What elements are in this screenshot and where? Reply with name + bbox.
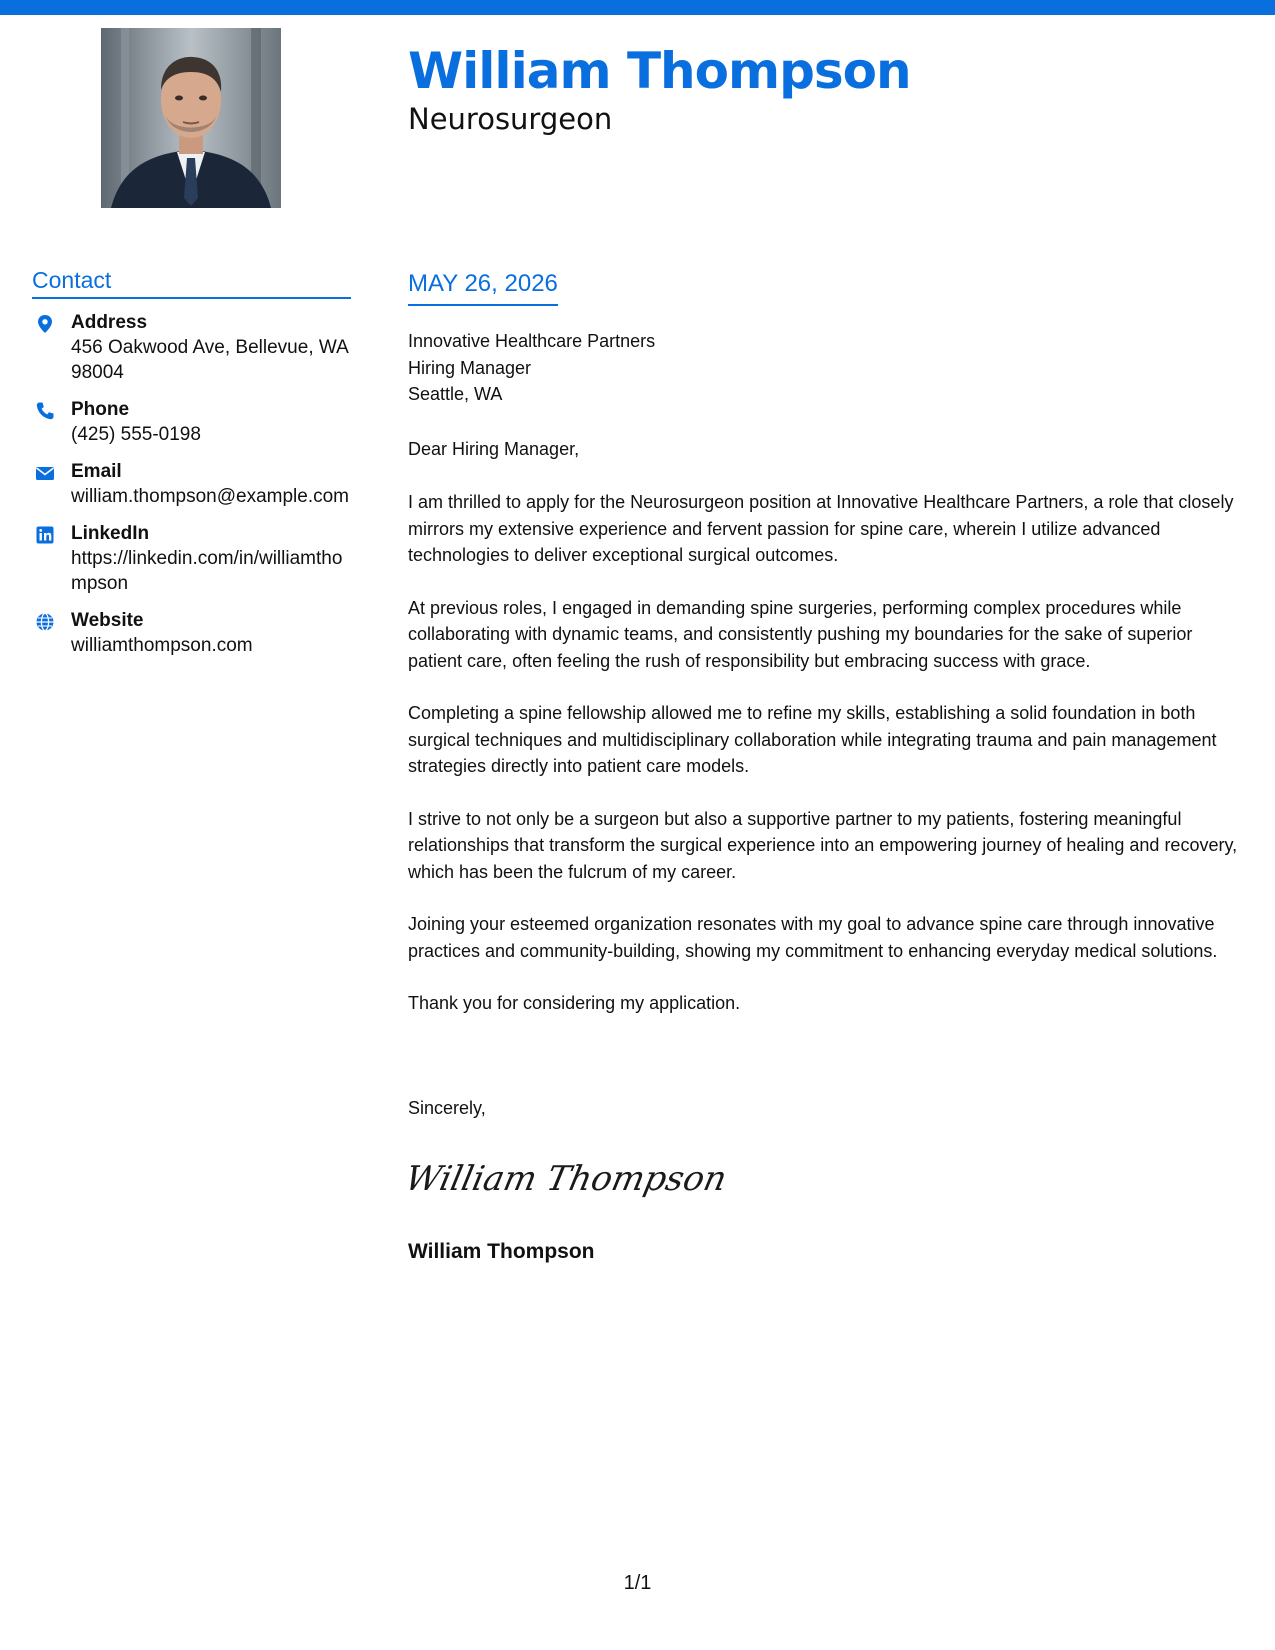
- recipient-role: Hiring Manager: [408, 357, 532, 378]
- contact-item-website: [32, 609, 354, 658]
- phone-icon: [35, 401, 55, 421]
- contact-item-email: [32, 460, 354, 509]
- contact-list: [32, 311, 354, 671]
- contact-label: LinkedIn: [71, 523, 150, 544]
- body-paragraph: I strive to not only be a surgeon but also a supportive partner to my patients, fostering meaningful relationships that transform the surgical experience into an empowering journey of healing and recovery, which has been the fulcrum of my career.: [408, 808, 1238, 882]
- contact-item-linkedin: [32, 522, 354, 596]
- contact-item-phone: [32, 398, 354, 447]
- body-paragraph: Thank you for considering my application.: [408, 993, 741, 1013]
- closing: Sincerely,: [408, 1098, 486, 1118]
- contact-heading: Contact: [32, 267, 351, 299]
- letter-date: MAY 26, 2026: [408, 270, 558, 306]
- profile-photo: [101, 28, 281, 208]
- contact-label: Email: [71, 461, 122, 482]
- page-number: 1/1: [623, 1572, 652, 1594]
- contact-label: Address: [71, 312, 148, 333]
- contact-value[interactable]: williamthompson.com: [71, 635, 253, 656]
- body-paragraph: Completing a spine fellowship allowed me to refine my skills, establishing a solid foundation in both surgical techniques and multidisciplinary collaboration while integrating trauma and pain management strategies directly into patient care models.: [408, 703, 1217, 776]
- contact-value[interactable]: https://linkedin.com/in/williamthompson: [71, 548, 343, 594]
- contact-label: Website: [71, 610, 144, 631]
- contact-value: (425) 555-0198: [71, 424, 201, 445]
- recipient-company: Innovative Healthcare Partners: [408, 331, 656, 351]
- handwritten-signature: William Thompson: [401, 1159, 731, 1199]
- signer-name: William Thompson: [408, 1240, 595, 1263]
- contact-value: 456 Oakwood Ave, Bellevue, WA 98004: [71, 337, 348, 383]
- body-paragraph: I am thrilled to apply for the Neurosurgeon position at Innovative Healthcare Partners, a role that closely mirrors my extensive experience and fervent passion for spine care, wherein I utilize advanced technologies to deliver exceptional surgical outcomes.: [408, 492, 1234, 565]
- candidate-name: William Thompson: [408, 42, 911, 100]
- recipient-location: Seattle, WA: [408, 384, 503, 404]
- contact-item-address: [32, 311, 354, 385]
- candidate-title: Neurosurgeon: [408, 102, 613, 136]
- body-paragraph: At previous roles, I engaged in demanding spine surgeries, performing complex procedures while collaborating with dynamic teams, and consistently pushing my boundaries for the sake of superior patient care, often feeling the rush of responsibility but embracing success with grace.: [408, 597, 1193, 671]
- contact-value: william.thompson@example.com: [71, 486, 349, 507]
- linkedin-icon: [35, 525, 55, 545]
- recipient-block: [408, 328, 655, 408]
- salutation: Dear Hiring Manager,: [408, 439, 580, 459]
- body-paragraph: Joining your esteemed organization resonates with my goal to advance spine care through innovative practices and community-building, showing my commitment to enhancing everyday medical solutions.: [408, 914, 1218, 961]
- envelope-icon: [35, 463, 55, 483]
- contact-label: Phone: [71, 399, 130, 420]
- letter-body: [408, 489, 1238, 1043]
- globe-icon: [35, 612, 55, 632]
- top-accent-bar: [0, 0, 1275, 15]
- location-pin-icon: [35, 314, 55, 334]
